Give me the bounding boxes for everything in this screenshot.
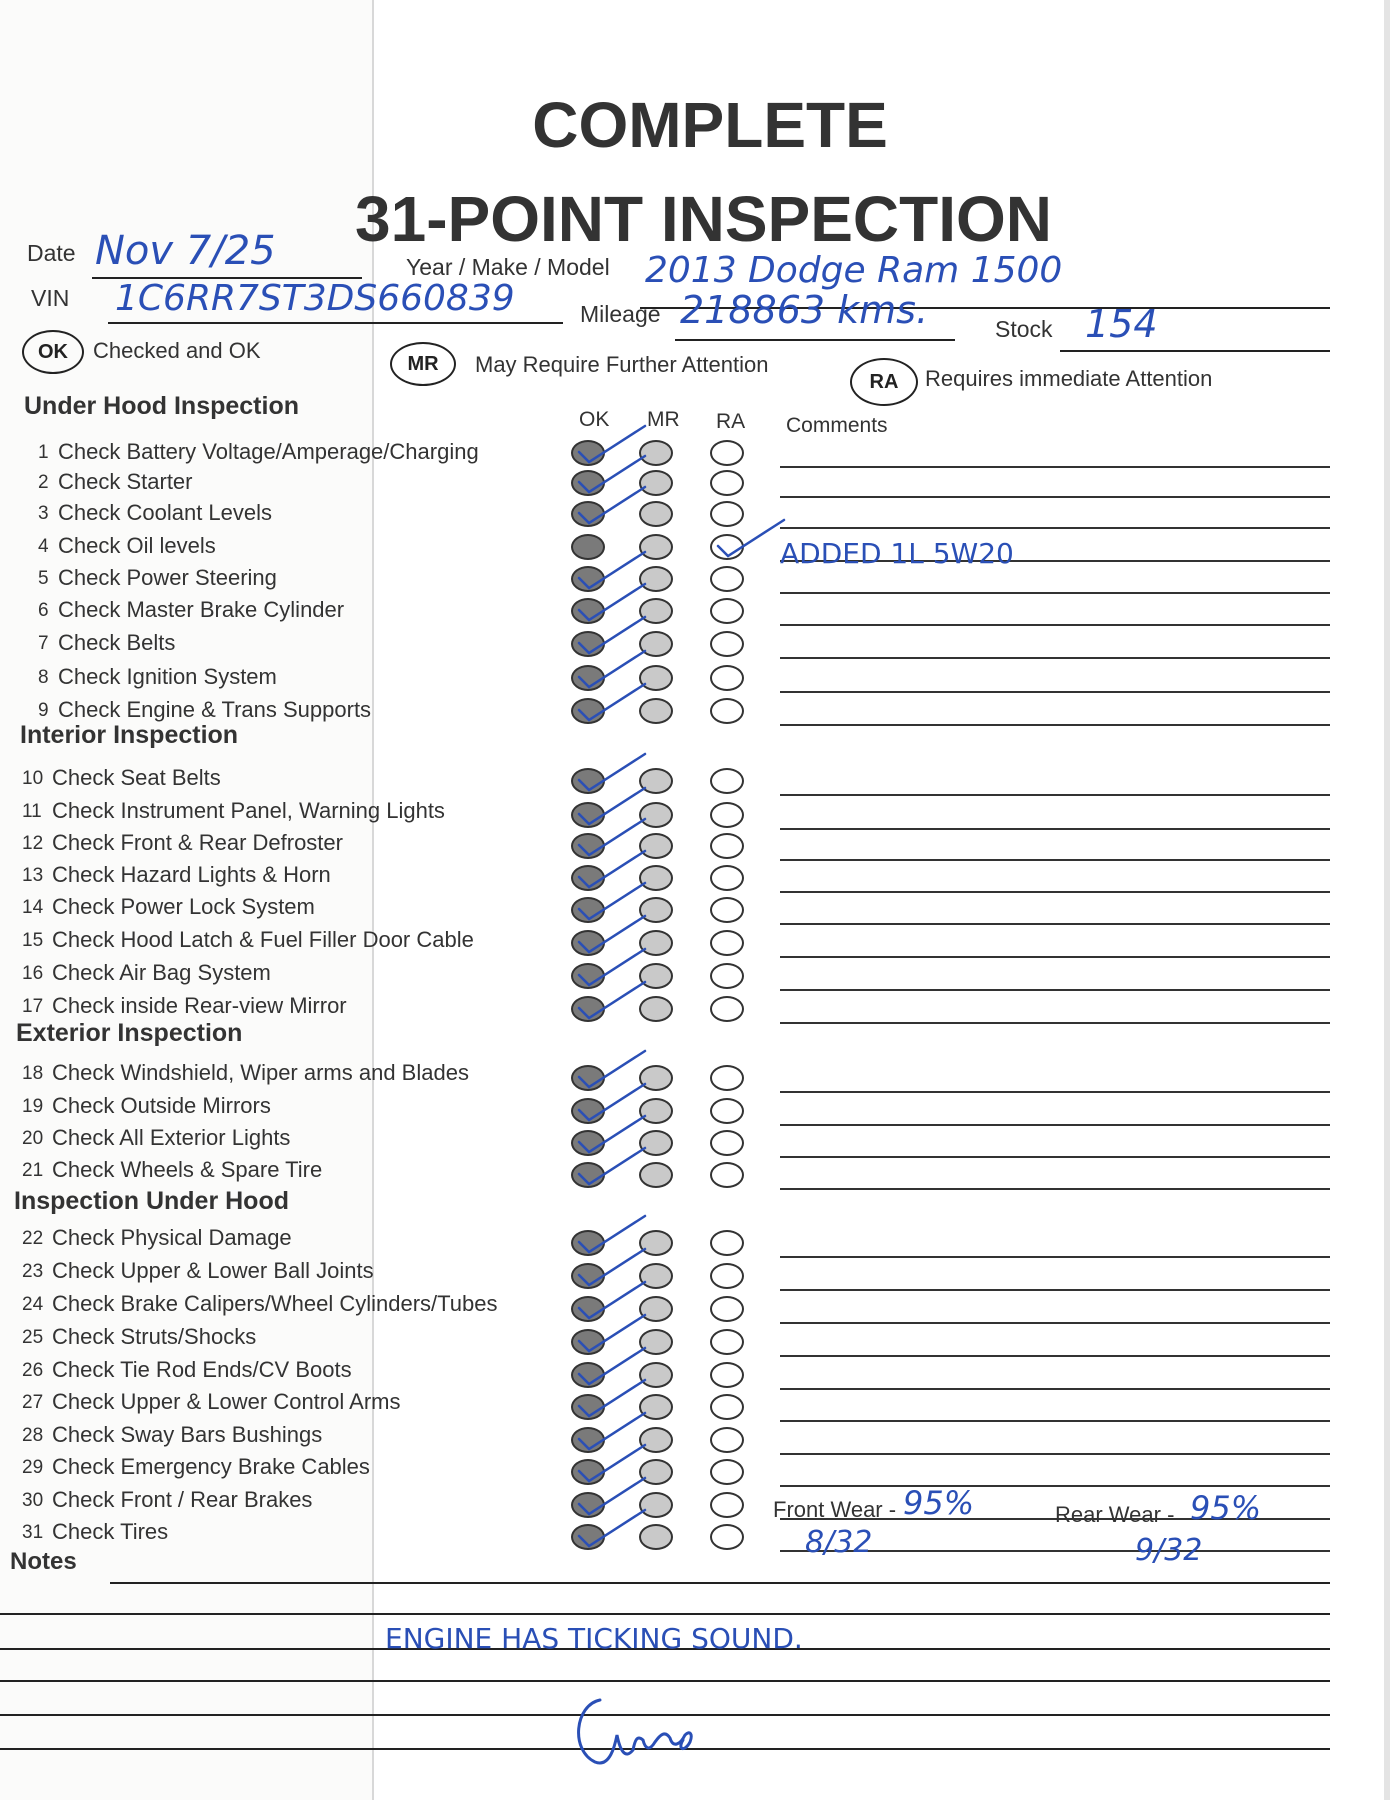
item-label: Check Hood Latch & Fuel Filler Door Cable [52,927,474,952]
item-number: 24 [22,1294,44,1315]
ra-circle[interactable] [710,440,744,466]
item-label: Check Air Bag System [52,960,271,985]
stock-underline [1060,350,1330,352]
legend-ok-text: Checked and OK [93,338,261,363]
ra-circle[interactable] [710,665,744,691]
item-number: 17 [22,996,44,1017]
ra-circle[interactable] [710,1362,744,1388]
stock-value: 154 [1085,302,1158,346]
comment-line[interactable] [780,724,1330,726]
ra-circle[interactable] [710,566,744,592]
comment-line[interactable] [780,859,1330,861]
col-comments-header: Comments [786,414,888,437]
title-line-1: COMPLETE [532,89,888,161]
ra-circle[interactable] [710,1394,744,1420]
legend-mr-text: May Require Further Attention [475,352,769,377]
rear-wear-pct: 95% [1190,1489,1262,1527]
item-label: Check Outside Mirrors [52,1093,271,1118]
comment-line[interactable] [780,1322,1330,1324]
item-number: 28 [22,1425,44,1446]
item-number: 6 [38,600,49,621]
item-label: Check Belts [58,630,176,655]
ra-circle[interactable] [710,768,744,794]
comment-line[interactable] [780,496,1330,498]
front-wear-pct: 95% [903,1484,975,1522]
comment-line[interactable] [780,1256,1330,1258]
notes-text: ENGINE HAS TICKING SOUND. [385,1622,803,1655]
item-label: Check All Exterior Lights [52,1125,291,1150]
section-exterior: Exterior Inspection [16,1019,243,1047]
item-label: Check Ignition System [58,664,277,689]
comment-line[interactable] [780,466,1330,468]
mileage-value: 218863 kms. [680,288,929,332]
item-number: 31 [22,1522,44,1543]
item-label: Check Starter [58,469,193,494]
checkmark-icon [575,479,655,529]
item-label: Check inside Rear-view Mirror [52,993,347,1018]
item-label: Check Upper & Lower Ball Joints [52,1258,374,1283]
checkmark-icon [575,1140,655,1190]
col-ra-header: RA [716,410,746,433]
notes-line-4 [0,1680,1330,1682]
item-label: Check Seat Belts [52,765,221,790]
comment-line[interactable] [780,1156,1330,1158]
item-label: Check Instrument Panel, Warning Lights [52,798,445,823]
item-label: Check Hazard Lights & Horn [52,862,331,887]
item-number: 4 [38,536,49,557]
ra-circle[interactable] [710,802,744,828]
ra-circle[interactable] [710,470,744,496]
item-label: Check Front / Rear Brakes [52,1487,313,1512]
comment-line[interactable] [780,527,1330,529]
stock-label: Stock [995,316,1053,342]
vin-underline [108,322,563,324]
item-label: Check Power Lock System [52,894,315,919]
item-label: Check Physical Damage [52,1225,292,1250]
legend-ok-badge: OK [22,330,84,374]
notes-label: Notes [10,1548,77,1575]
item-number: 1 [38,442,49,463]
comment-line[interactable] [780,828,1330,830]
item-label: Check Sway Bars Bushings [52,1422,323,1447]
item-label: Check Brake Calipers/Wheel Cylinders/Tubes [52,1291,498,1316]
comment-line[interactable] [780,1124,1330,1126]
section-under-hood: Under Hood Inspection [24,392,299,420]
checkmark-icon [575,676,655,726]
legend-ra-badge: RA [850,358,918,406]
scan-fold-line [372,0,374,1800]
item-number: 21 [22,1160,44,1181]
ra-circle[interactable] [710,865,744,891]
ra-circle[interactable] [710,1162,744,1188]
item-label: Check Oil levels [58,533,216,558]
signature [565,1690,705,1775]
rear-wear-depth: 9/32 [1135,1533,1203,1568]
comment-line[interactable] [780,1188,1330,1190]
item-label: Check Battery Voltage/Amperage/Charging [58,439,479,464]
comment-line[interactable] [780,1420,1330,1422]
section-interior: Interior Inspection [20,721,239,749]
ra-circle[interactable] [710,996,744,1022]
item-label: Check Upper & Lower Control Arms [52,1389,401,1414]
item-number: 20 [22,1128,44,1149]
ra-circle[interactable] [710,698,744,724]
comment-line[interactable] [780,592,1330,594]
comment-oil-levels: ADDED 1L 5W20 [780,537,1014,570]
item-label: Check Struts/Shocks [52,1324,257,1349]
ra-circle[interactable] [710,1296,744,1322]
legend-mr-badge: MR [390,342,456,386]
ra-circle[interactable] [710,1130,744,1156]
comment-line[interactable] [780,1091,1330,1093]
rear-wear-label: Rear Wear - [1055,1502,1175,1527]
notes-line-1 [110,1582,1330,1584]
item-number: 30 [22,1490,44,1511]
ra-circle[interactable] [710,1329,744,1355]
ra-circle[interactable] [710,1263,744,1289]
item-number: 23 [22,1261,44,1282]
item-label: Check Wheels & Spare Tire [52,1157,323,1182]
title-line-2: 31-POINT INSPECTION [355,183,1052,255]
checkmark-icon [575,974,655,1024]
comment-line[interactable] [780,989,1330,991]
item-number: 18 [22,1063,44,1084]
date-value: Nov 7/25 [95,228,276,274]
comment-line[interactable] [780,657,1330,659]
item-label: Check Tie Rod Ends/CV Boots [52,1357,352,1382]
ra-circle[interactable] [710,1524,744,1550]
item-label: Check Front & Rear Defroster [52,830,343,855]
ra-circle[interactable] [710,963,744,989]
item-number: 3 [38,503,49,524]
ra-circle[interactable] [710,1230,744,1256]
item-number: 12 [22,833,44,854]
item-label: Check Master Brake Cylinder [58,597,345,622]
item-number: 10 [22,768,44,789]
item-label: Check Windshield, Wiper arms and Blades [52,1060,469,1085]
item-number: 5 [38,568,49,589]
scan-edge [1384,0,1390,1800]
item-number: 7 [38,633,49,654]
item-number: 14 [22,897,44,918]
col-mr-header: MR [647,408,680,431]
comment-line[interactable] [780,624,1330,626]
item-number: 19 [22,1096,44,1117]
ymm-label: Year / Make / Model [406,254,610,280]
ra-circle[interactable] [710,631,744,657]
item-label: Check Engine & Trans Supports [58,697,372,722]
ra-circle[interactable] [710,1459,744,1485]
item-number: 13 [22,865,44,886]
comment-line[interactable] [780,1485,1330,1487]
ra-circle[interactable] [710,1098,744,1124]
mileage-underline [675,339,955,341]
item-number: 11 [22,801,42,822]
front-wear-label: Front Wear - [773,1497,897,1522]
item-number: 9 [38,700,49,721]
comment-line[interactable] [780,1355,1330,1357]
ra-circle[interactable] [710,897,744,923]
comment-line[interactable] [780,923,1330,925]
vin-label: VIN [31,285,70,311]
comment-line[interactable] [780,1453,1330,1455]
comment-line[interactable] [780,1289,1330,1291]
section-inspection-under-hood: Inspection Under Hood [14,1187,289,1215]
item-number: 26 [22,1360,44,1381]
ra-circle[interactable] [710,1427,744,1453]
item-number: 22 [22,1228,44,1249]
item-number: 25 [22,1327,44,1348]
item-number: 27 [22,1392,44,1413]
item-number: 16 [22,963,44,984]
ra-circle[interactable] [710,1492,744,1518]
item-label: Check Tires [52,1519,169,1544]
item-number: 8 [38,667,49,688]
item-label: Check Coolant Levels [58,500,273,525]
ra-circle[interactable] [710,1065,744,1091]
comment-line[interactable] [780,956,1330,958]
col-ok-header: OK [579,408,610,431]
notes-line-2 [0,1613,1330,1615]
comment-line[interactable] [780,1388,1330,1390]
item-label: Check Emergency Brake Cables [52,1454,370,1479]
ra-circle[interactable] [710,930,744,956]
legend-ra-text: Requires immediate Attention [925,366,1213,391]
mileage-label: Mileage [580,301,661,327]
ra-circle[interactable] [710,598,744,624]
vin-value: 1C6RR7ST3DS660839 [115,278,515,319]
date-label: Date [27,240,76,266]
item-number: 15 [22,930,44,951]
front-wear-depth: 8/32 [805,1525,873,1560]
comment-line[interactable] [780,891,1330,893]
checkmark-icon [575,1502,655,1552]
ra-circle[interactable] [710,833,744,859]
item-label: Check Power Steering [58,565,277,590]
item-number: 29 [22,1457,44,1478]
comment-line[interactable] [780,691,1330,693]
item-number: 2 [38,472,49,493]
ymm-value: 2013 Dodge Ram 1500 [645,250,1063,291]
comment-line[interactable] [780,1022,1330,1024]
comment-line[interactable] [780,794,1330,796]
